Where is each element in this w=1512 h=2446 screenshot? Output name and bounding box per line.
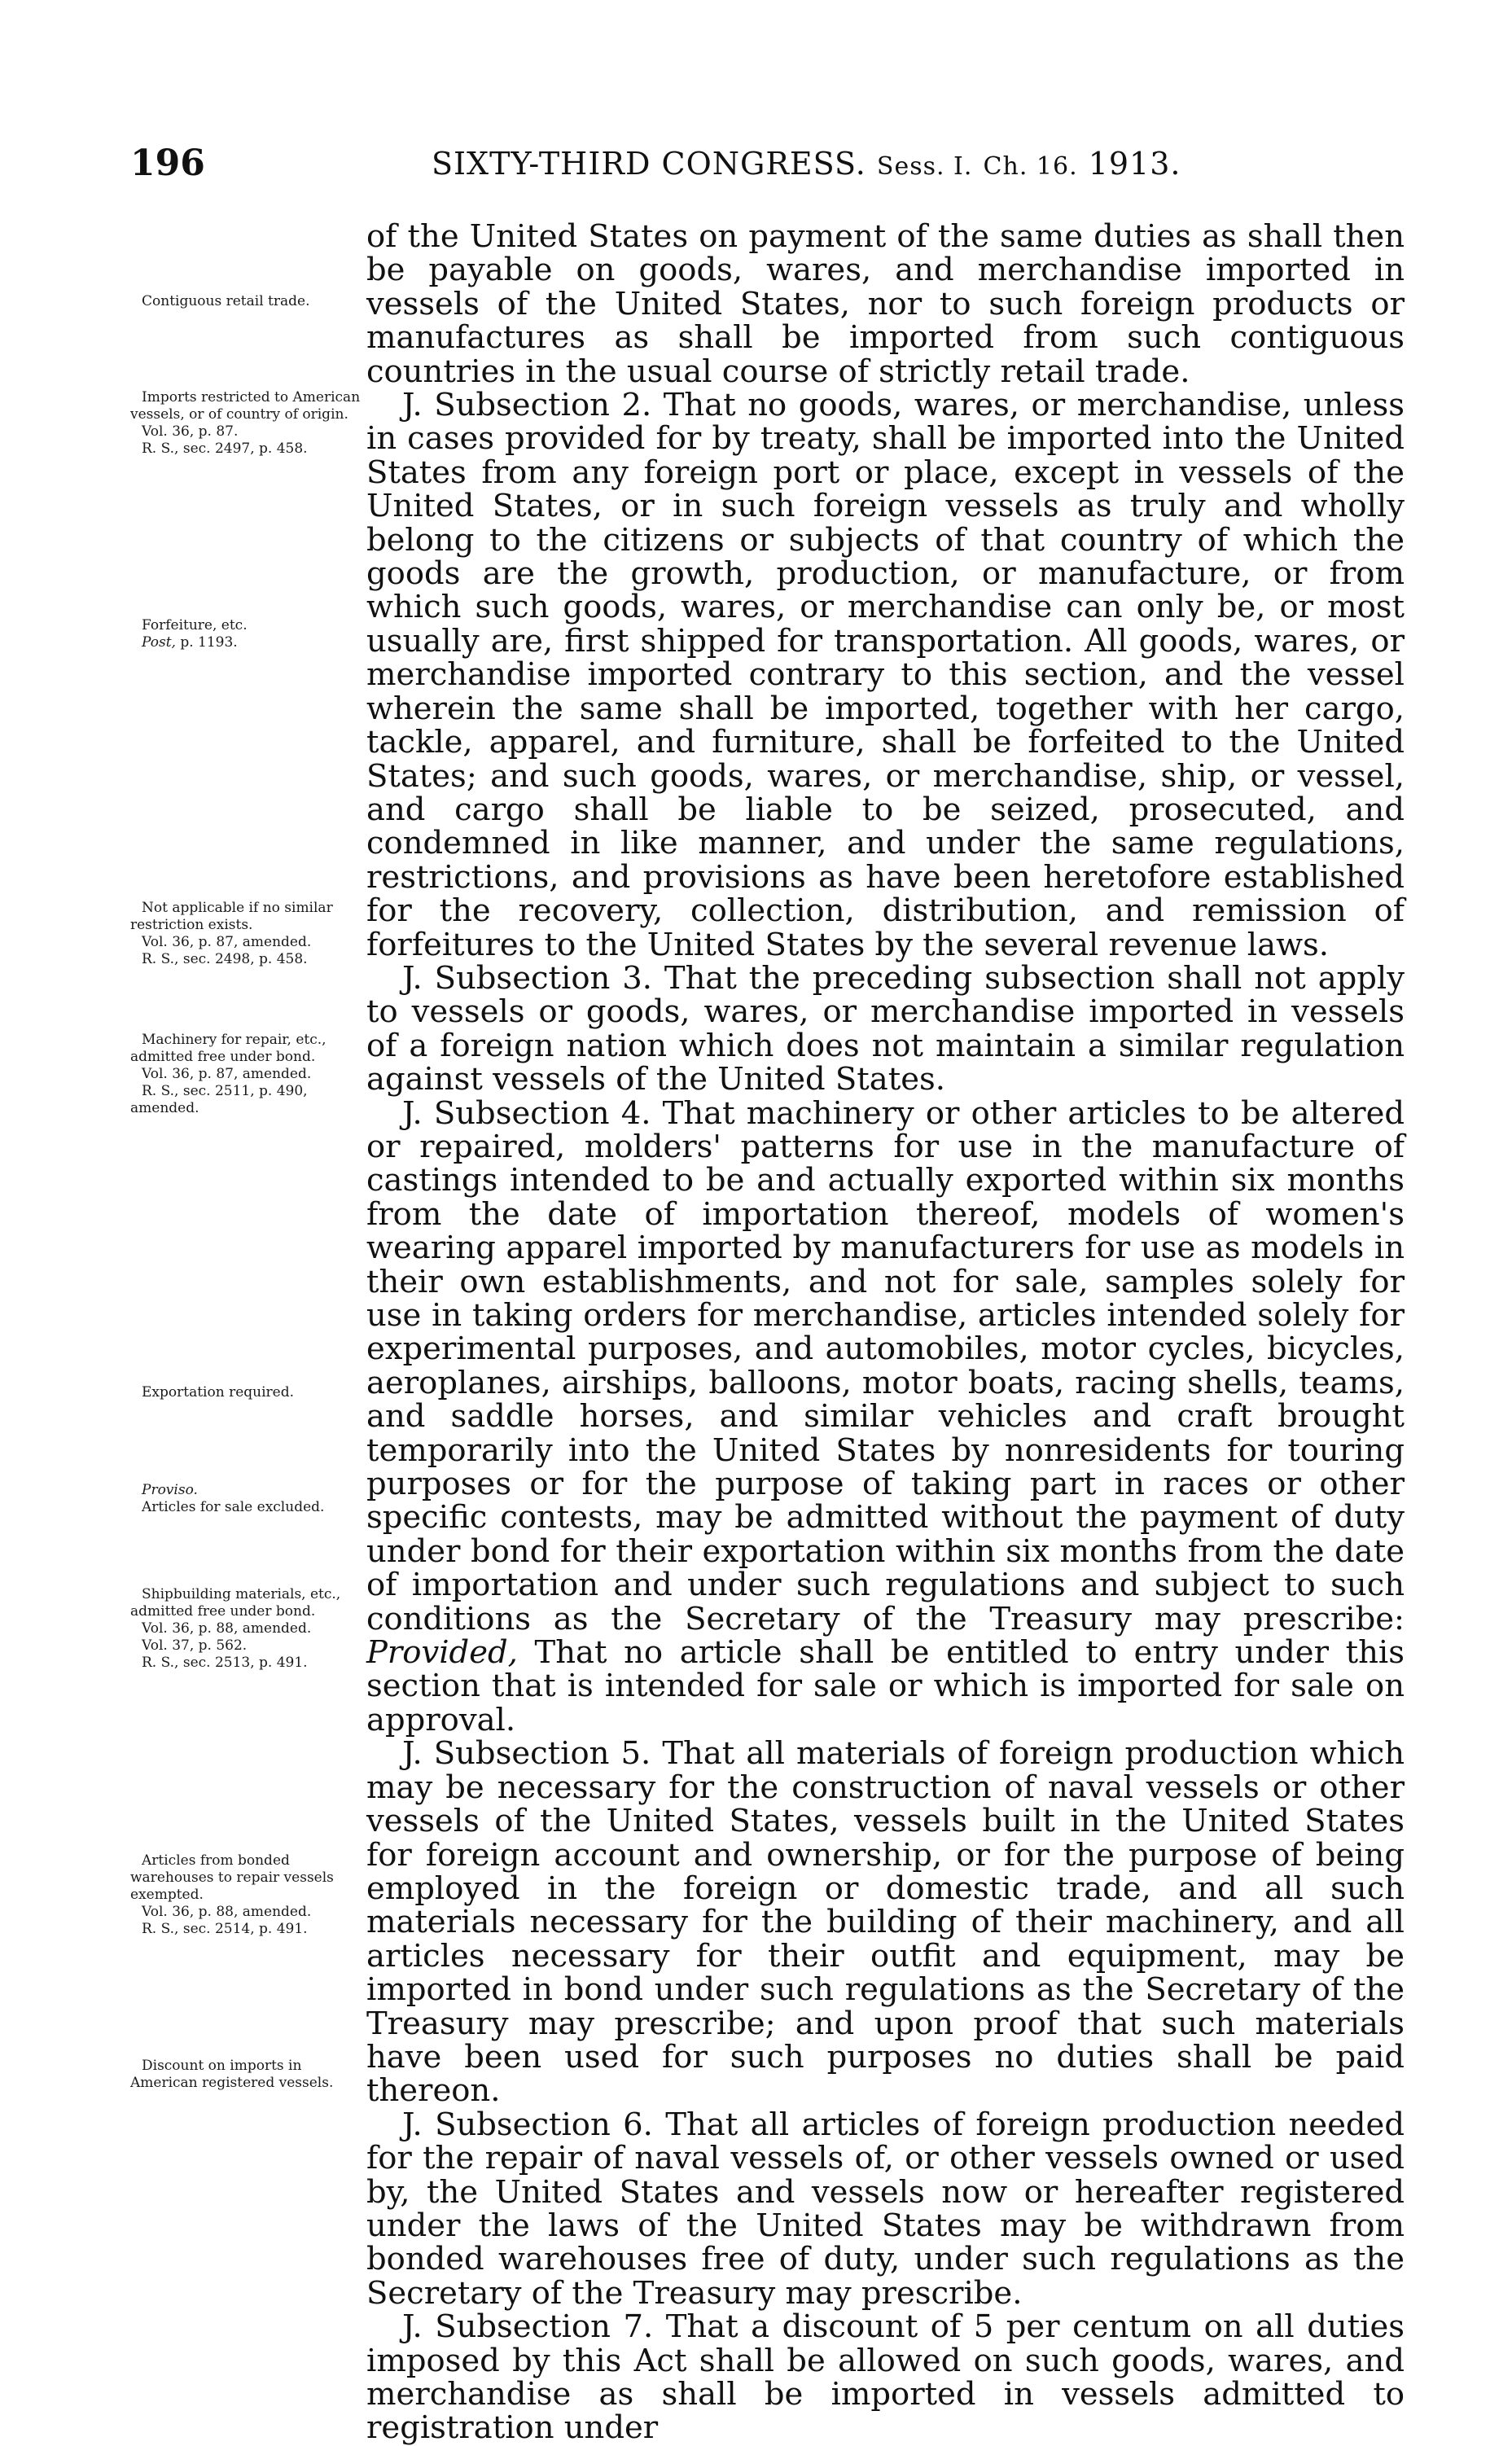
session-label: Sess. I. [876, 152, 973, 181]
page-number: 196 [130, 142, 205, 184]
year-label: 1913. [1088, 146, 1181, 182]
margin-note-shipbuilding: Shipbuilding materials, etc., admitted free under bond. Vol. 36, p. 88, amended. Vol. 37, p. 562. R. S., sec. 2513, p. 491. [130, 1586, 341, 1671]
provided-term: Provided, [366, 1634, 518, 1672]
margin-note-forfeiture: Forfeiture, etc. Post, p. 1193. [142, 617, 248, 651]
paragraph-subsection-6: J. Subsection 6. That all articles of foreign production needed for the repair of naval vessels of, or other vessels owned or used by, the United States and vessels now or hereafter registered under the laws of the United States may be withdrawn from bonded warehouses free of duty, under such regulations as the Secretary of the Treasury may prescribe. [366, 2106, 1405, 2312]
paragraph-continued: of the United States on payment of the same duties as shall then be payable on goods, wares, and merchandise imported in vessels of the United States, nor to such foreign products or manufactures as shall be imported from such contiguous countries in the usual course of strictly retail trade. [366, 218, 1405, 390]
congress-title: SIXTY-THIRD CONGRESS. [432, 146, 866, 182]
running-head [432, 146, 1181, 182]
paragraph-subsection-2: J. Subsection 2. That no goods, wares, or merchandise, unless in cases provided for by treaty, shall be imported into the United States from any foreign port or place, except in vessels of the United States, or in such foreign vessels as truly and wholly belong to the citizens or subjects of that country of which the goods are the growth, production, or manufacture, or from which such goods, wares, or merchandise can only be, or most usually are, first shipped for transportation. All goods, wares, or merchandise imported contrary to this section, and the vessel wherein the same shall be imported, together with her cargo, tackle, apparel, and furniture, shall be forfeited to the United States; and such goods, wares, or merchandise, ship, or vessel, and cargo shall be liable to be seized, prosecuted, and condemned in like manner, and under the same regulations, restrictions, and provisions as have been heretofore established for the recovery, collection, distribution, and remission of forfeitures to the United States by the several revenue laws. [366, 387, 1405, 963]
margin-note-discount: Discount on imports in American registered vessels. [130, 2058, 334, 2091]
paragraph-subsection-3: J. Subsection 3. That the preceding subsection shall not apply to vessels or goods, wares, or merchandise imported in vessels of a foreign nation which does not maintain a similar regulation against vessels of the United States. [366, 959, 1405, 1098]
margin-note-proviso: Proviso. Articles for sale excluded. [142, 1482, 325, 1515]
margin-note-machinery: Machinery for repair, etc., admitted free under bond. Vol. 36, p. 87, amended. R. S., sec. 2511, p. 490, amended. [130, 1032, 327, 1116]
margin-note-exportation: Exportation required. [142, 1384, 294, 1401]
paragraph-subsection-7: J. Subsection 7. That a discount of 5 per centum on all duties imposed by this Act shall be allowed on such goods, wares, and merchandise as shall be imported in vessels admitted to registration under [366, 2308, 1405, 2446]
margin-notes [130, 0, 366, 2382]
margin-note-bonded-warehouses: Articles from bonded warehouses to repair vessels exempted. Vol. 36, p. 88, amended. R. S., sec. 2514, p. 491. [130, 1852, 334, 1937]
margin-note-contiguous: Contiguous retail trade. [142, 293, 310, 309]
paragraph-subsection-5: J. Subsection 5. That all materials of foreign production which may be necessary for the construction of naval vessels or other vessels of the United States, vessels built in the United States for foreign account and ownership, or for the purpose of being employed in the foreign or domestic trade, and all such materials necessary for the building of their machinery, and all articles necessary for their outfit and equipment, may be imported in bond under such regulations as the Secretary of the Treasury may prescribe; and upon proof that such materials have been used for such purposes no duties shall be paid thereon. [366, 1735, 1405, 2110]
paragraph-subsection-4: J. Subsection 4. That machinery or other articles to be altered or repaired, molders' patterns for use in the manufacture of castings intended to be and actually exported within six months from the date of importation thereof, models of women's wearing apparel imported by manufacturers for use as models in their own establishments, and not for sale, samples solely for use in taking orders for merchandise, articles intended solely for experimental purposes, and automobiles, motor cycles, bicycles, aeroplanes, airships, balloons, motor boats, racing shells, teams, and saddle horses, and similar vehicles and craft brought temporarily into the United States by nonresidents for touring purposes or for the purpose of taking part in races or other specific contests, may be admitted without the payment of duty under bond for their exportation within six months from the date of importation and under such regulations and subject to such conditions as the Secretary of the Treasury may prescribe: Provided, That no article shall be entitled to entry under this section that is intended for sale or which is imported for sale on approval. [366, 1094, 1405, 1738]
statute-text [366, 220, 1405, 2445]
chapter-label: Ch. 16. [983, 152, 1078, 181]
margin-note-not-applicable: Not applicable if no similar restriction exists. Vol. 36, p. 87, amended. R. S., sec. 2498, p. 458. [130, 900, 333, 967]
margin-note-imports-restricted: Imports restricted to American vessels, or of country of origin. Vol. 36, p. 87. R. S., sec. 2497, p. 458. [130, 389, 361, 457]
